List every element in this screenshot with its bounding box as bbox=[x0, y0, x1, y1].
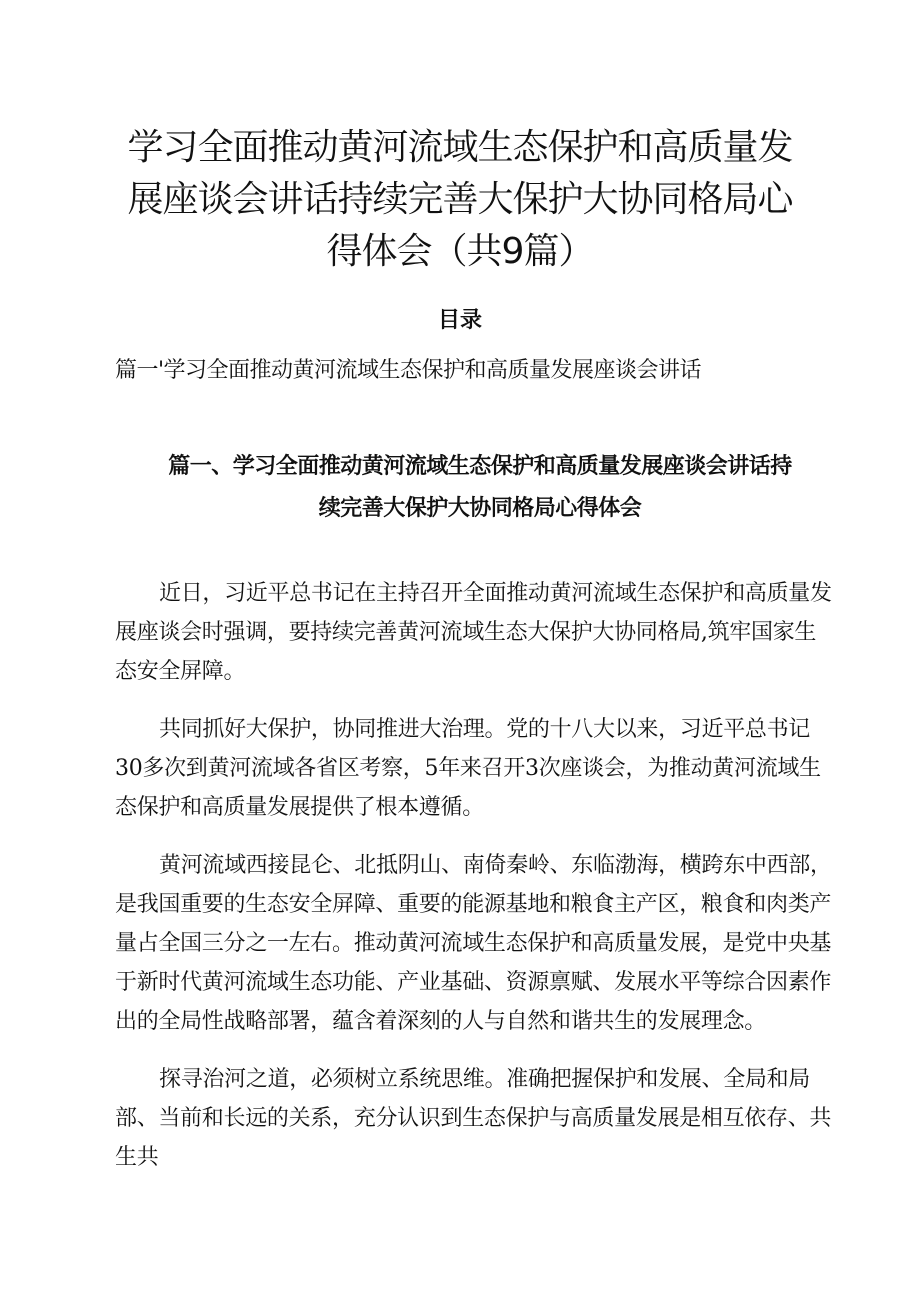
body-paragraph: 探寻治河之道，必须树立系统思维。准确把握保护和发展、全局和局部、当前和长远的关系，充分认识到生态保护与高质量发展是相互依存、共生共 bbox=[115, 1067, 832, 1170]
body-paragraph: 黄河流域西接昆仑、北抵阴山、南倚秦岭、东临渤海，横跨东中西部，是我国重要的生态安全屏障、重要的能源基地和粮食主产区，粮食和肉类产量占全国三分之一左右。推动黄河流域生态保护和高质量发展，是党中央基于新时代黄河流域生态功能、产业基础、资源禀赋、发展水平等综合因素作出的全局性战略部署，蕴含着深刻的人与自然和谐共生的发展理念。 bbox=[115, 853, 832, 1034]
body-paragraph: 共同抓好大保护，协同推进大治理。党的十八大以来，习近平总书记30多次到黄河流域各省区考察，5年来召开3次座谈会，为推动黄河流域生态保护和高质量发展提供了根本遵循。 bbox=[115, 717, 821, 820]
section-title: 篇一、学习全面推动黄河流域生态保护和高质量发展座谈会讲话持续完善大保护大协同格局心得体会 bbox=[168, 454, 792, 521]
document-body bbox=[115, 574, 835, 1196]
document-title: 学习全面推动黄河流域生态保护和高质量发展座谈会讲话持续完善大保护大协同格局心得体会（共9篇） bbox=[127, 127, 793, 272]
body-paragraph: 近日，习近平总书记在主持召开全面推动黄河流域生态保护和高质量发展座谈会时强调，要持续完善黄河流域生态大保护大协同格局,筑牢国家生态安全屏障。 bbox=[115, 581, 832, 684]
toc-item[interactable]: 篇一'学习全面推动黄河流域生态保护和高质量发展座谈会讲话 bbox=[115, 358, 702, 383]
toc-heading: 目录 bbox=[437, 308, 482, 333]
